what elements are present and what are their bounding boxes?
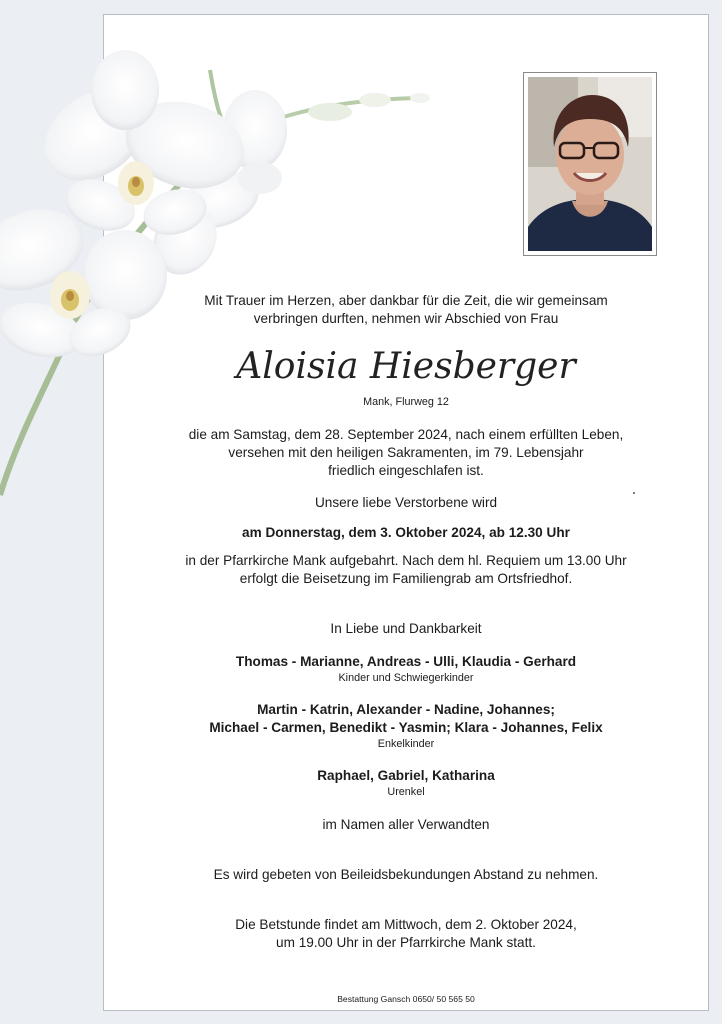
- prayer-hour-line: Die Betstunde findet am Mittwoch, dem 2. Oktober 2024,: [235, 917, 577, 932]
- mourner-group-great-grandchildren: [103, 767, 709, 799]
- orchid-flower-decoration: [0, 0, 440, 500]
- viewing-intro: Unsere liebe Verstorbene wird: [314, 495, 498, 510]
- deceased-name: Aloisia Hiesberger: [236, 346, 576, 387]
- funeral-details: [103, 552, 709, 588]
- funeral-details-line: in der Pfarrkirche Mank aufgebahrt. Nach dem hl. Requiem um 13.00 Uhr: [185, 553, 627, 568]
- mourner-relation: Enkelkinder: [377, 738, 435, 750]
- love-line: In Liebe und Dankbarkeit: [330, 621, 482, 636]
- condolence-request: Es wird gebeten von Beileidsbekundungen Abstand zu nehmen.: [213, 867, 599, 882]
- portrait-image: [528, 77, 652, 251]
- mourner-group-children: [103, 653, 709, 685]
- mourner-group-grandchildren: [103, 701, 709, 751]
- death-notice-line: die am Samstag, dem 28. September 2024, nach einem erfüllten Leben,: [188, 427, 624, 442]
- portrait-photo: [523, 72, 657, 256]
- mourner-names: Michael - Carmen, Benedikt - Yasmin; Klara - Johannes, Felix: [209, 720, 603, 735]
- death-notice: [103, 426, 709, 480]
- relatives-line: im Namen aller Verwandten: [322, 817, 490, 832]
- mourner-names: Martin - Katrin, Alexander - Nadine, Johannes;: [257, 702, 555, 717]
- scan-speck: [633, 492, 635, 494]
- mourner-relation: Kinder und Schwiegerkinder: [338, 672, 474, 684]
- intro-line: Mit Trauer im Herzen, aber dankbar für die Zeit, die wir gemeinsam: [204, 293, 608, 308]
- viewing-date: am Donnerstag, dem 3. Oktober 2024, ab 12.30 Uhr: [242, 525, 570, 540]
- death-notice-line: versehen mit den heiligen Sakramenten, im 79. Lebensjahr: [228, 445, 584, 460]
- death-notice-line: friedlich eingeschlafen ist.: [328, 463, 484, 478]
- mourner-names: Thomas - Marianne, Andreas - Ulli, Klaudia - Gerhard: [235, 654, 577, 669]
- mourner-relation: Urenkel: [387, 786, 425, 798]
- prayer-hour-line: um 19.00 Uhr in der Pfarrkirche Mank statt.: [276, 935, 536, 950]
- intro-text: [103, 292, 709, 328]
- intro-line: verbringen durften, nehmen wir Abschied von Frau: [253, 311, 559, 326]
- deceased-address: Mank, Flurweg 12: [363, 396, 449, 408]
- funeral-details-line: erfolgt die Beisetzung im Familiengrab am Ortsfriedhof.: [239, 571, 573, 586]
- funeral-home-footer: Bestattung Gansch 0650/ 50 565 50: [337, 994, 475, 1004]
- mourner-names: Raphael, Gabriel, Katharina: [317, 768, 495, 783]
- prayer-hour: [103, 916, 709, 952]
